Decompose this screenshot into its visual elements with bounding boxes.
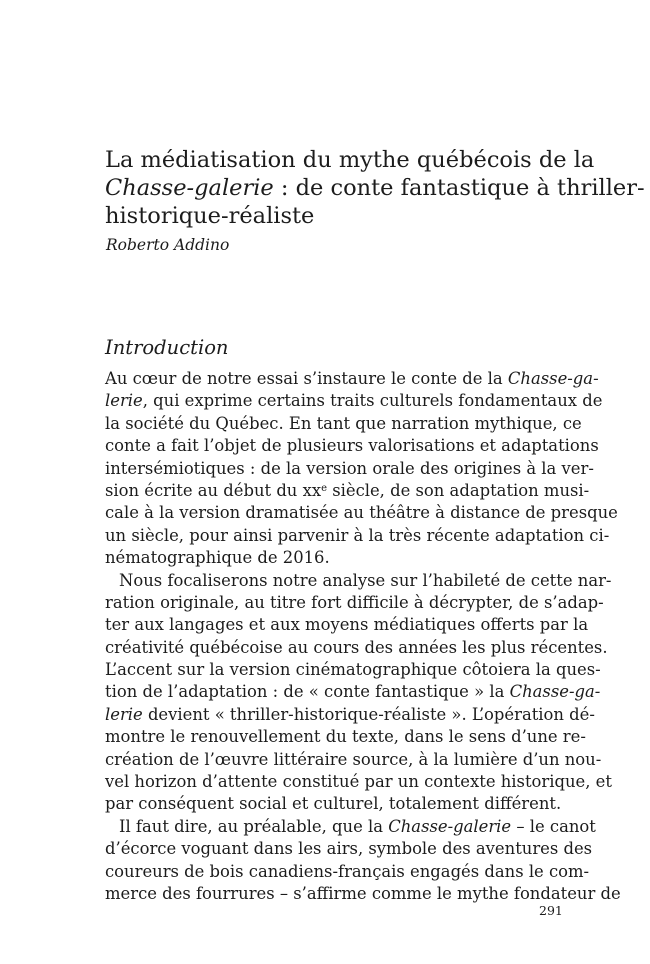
text-line: [105, 480, 590, 502]
text-line: [105, 771, 612, 793]
text-line: [105, 838, 593, 860]
text-run: tion de l’adaptation : de « conte fantastique » la: [105, 682, 510, 702]
text-line: [105, 525, 610, 547]
text-line: [105, 435, 599, 457]
text-line: [105, 681, 601, 703]
title-text: : de conte fantastique à thriller-: [273, 175, 645, 201]
text-run: , qui exprime certains traits culturels fondamentaux de: [142, 391, 603, 411]
text-run: L’accent sur la version cinématographique côtoiera la ques-: [105, 660, 601, 680]
author-name: Roberto Addino: [106, 236, 230, 254]
text-line: [105, 883, 621, 905]
title-italic: Chasse-galerie: [105, 175, 274, 201]
text-run: – le canot: [511, 816, 596, 836]
text-line: [105, 793, 567, 815]
text-line: [105, 637, 608, 659]
text-line: [105, 592, 604, 614]
italic-text: lerie: [105, 391, 143, 411]
text-run: devient « thriller-historique-réaliste ». L’opération dé-: [142, 704, 595, 724]
article-title: [105, 146, 645, 230]
text-line: [105, 704, 595, 726]
text-run: montre le renouvellement du texte, dans le sens d’une re-: [105, 727, 586, 747]
text-line: [105, 749, 602, 771]
paragraph: [105, 368, 618, 570]
text-line: [105, 726, 586, 748]
text-run: création de l’œuvre littéraire source, à la lumière d’un nou-: [105, 749, 602, 769]
italic-text: Chasse-ga-: [509, 682, 601, 702]
italic-text: Chasse-galerie: [388, 816, 512, 836]
text-line: [105, 547, 567, 569]
text-run: Au cœur de notre essai s’instaure le conte de la: [105, 369, 508, 388]
italic-text: lerie: [105, 704, 143, 724]
text-line: [105, 458, 594, 480]
text-run: la société du Québec. En tant que narration mythique, ce: [105, 413, 582, 433]
text-run: créativité québécoise au cours des années les plus récentes.: [105, 637, 608, 657]
text-run: sion écrite au début du xx: [105, 480, 322, 500]
text-run: ter aux langages et aux moyens médiatiques offerts par la: [105, 615, 589, 635]
title-line: [105, 174, 645, 202]
text-line: [105, 816, 596, 838]
paragraph: [105, 570, 612, 816]
text-run: ration originale, au titre fort difficile à décrypter, de s’adap-: [105, 592, 604, 612]
text-run: conte a fait l’objet de plusieurs valorisations et adaptations: [105, 436, 599, 456]
text-run: Il faut dire, au préalable, que la: [119, 816, 389, 836]
text-run: Nous focaliserons notre analyse sur l’habileté de cette nar-: [119, 570, 612, 590]
text-line: [105, 368, 599, 390]
title-line: historique-réaliste: [105, 203, 315, 229]
text-line: [105, 413, 582, 435]
text-run: coureurs de bois canadiens-français engagés dans le com-: [105, 861, 590, 881]
text-run: intersémiotiques : de la version orale des origines à la ver-: [105, 458, 594, 478]
text-line: [105, 390, 603, 412]
superscript: e: [321, 482, 327, 494]
text-run: un siècle, pour ainsi parvenir à la très récente adaptation ci-: [105, 525, 610, 545]
text-line: [105, 614, 589, 636]
text-run: vel horizon d’attente constitué par un contexte historique, et: [105, 772, 612, 792]
text-run: nématographique de 2016.: [105, 548, 330, 568]
paragraph: [105, 816, 621, 906]
title-line: La médiatisation du mythe québécois de la: [105, 147, 595, 173]
text-run: par conséquent social et culturel, totalement différent.: [105, 794, 562, 814]
text-run: d’écorce voguant dans les airs, symbole des aventures des: [105, 839, 593, 859]
page-number: 291: [539, 903, 563, 918]
text-line: [105, 659, 601, 681]
text-run: siècle, de son adaptation musi-: [327, 480, 590, 500]
body-text: [105, 368, 621, 905]
text-line: [105, 861, 590, 883]
text-line: [105, 502, 618, 524]
text-line: [105, 570, 612, 592]
italic-text: Chasse-ga-: [507, 369, 599, 388]
text-run: merce des fourrures – s’affirme comme le mythe fondateur de: [105, 883, 621, 903]
text-run: cale à la version dramatisée au théâtre à distance de presque: [105, 503, 618, 523]
section-heading: Introduction: [105, 336, 229, 359]
